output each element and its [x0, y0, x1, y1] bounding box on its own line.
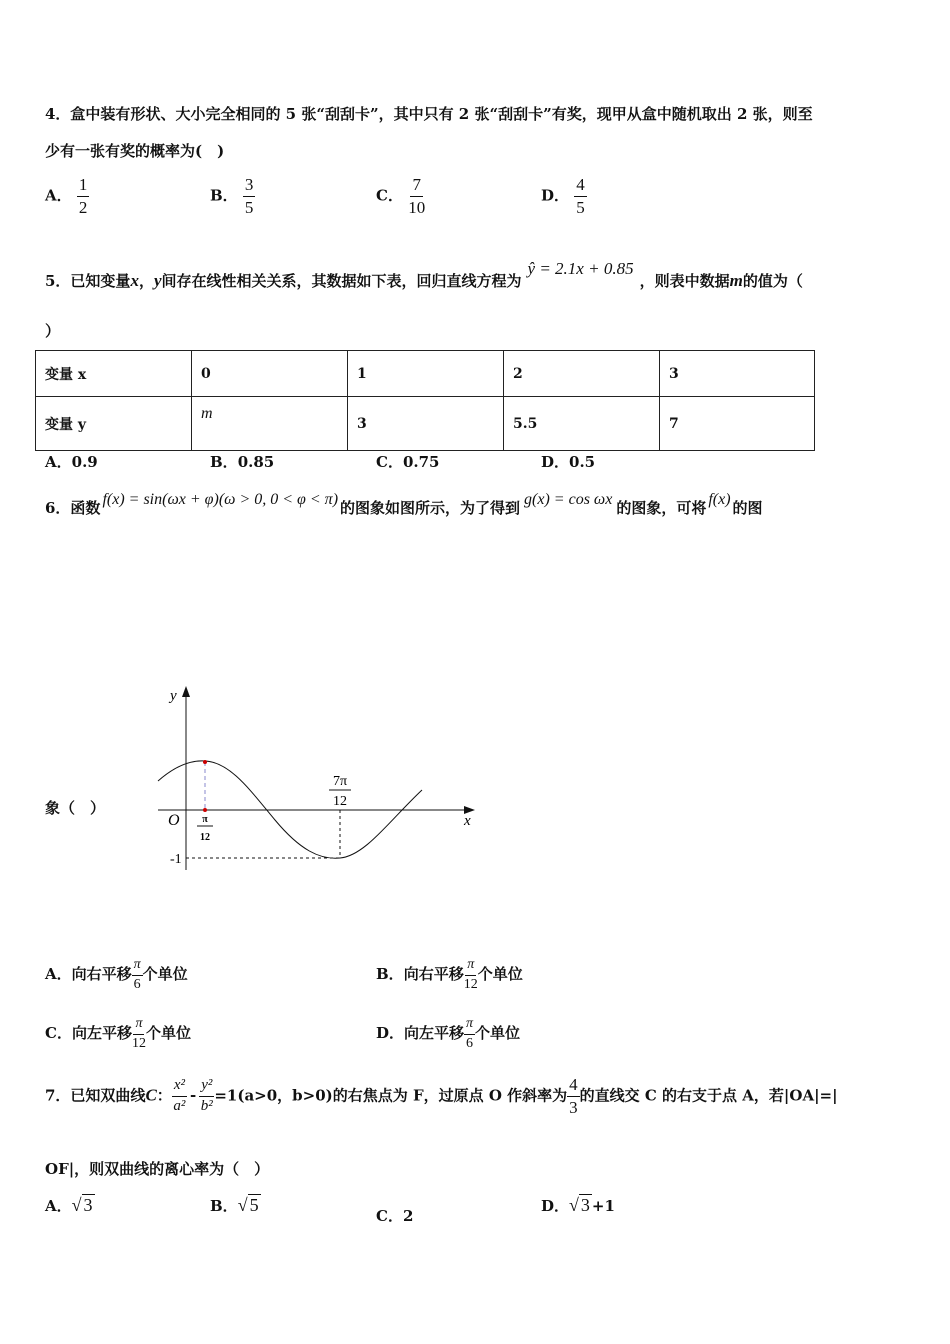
table-cell: 0	[192, 351, 348, 397]
tick-label-den: 12	[200, 832, 210, 843]
function-f: f(x)	[708, 491, 731, 508]
table-cell: 变量 y	[36, 397, 192, 451]
q7-line2: OF|，则双曲线的离心率为（ ）	[45, 1160, 270, 1178]
q5-option-b[interactable]: B．0.85	[210, 453, 275, 471]
table-cell: 变量 x	[36, 351, 192, 397]
q6-line1: 6．函数 f(x) = sin(ωx + φ)(ω > 0, 0 < φ < π) 的图象如图所示，为了得到 g(x) = cos ωx 的图象，可将 f(x) 的图	[45, 491, 763, 517]
function-f: f(x) = sin(ωx + φ)(ω > 0, 0 < φ < π)	[102, 491, 339, 508]
tick2-label-num: 7π	[332, 774, 348, 789]
q5-line2: ）	[45, 322, 61, 340]
option-label: B．	[210, 186, 238, 205]
square-root: √ 3	[569, 1195, 590, 1215]
fraction: $\frac{\text{y²}}{\text{b²}}$	[200, 1077, 213, 1114]
table-cell: 3	[348, 397, 504, 451]
q5-option-a[interactable]: A．0.9	[45, 453, 98, 471]
x-axis-label: x	[464, 813, 471, 829]
q4-option-d[interactable]	[541, 176, 587, 217]
q6-option-d[interactable]: D．向左平移 $\frac{\pi}{6}$ 个单位	[376, 1016, 521, 1051]
q6-option-a[interactable]: A．向右平移 $\frac{\pi}{6}$ 个单位	[45, 957, 188, 992]
q4-option-a[interactable]	[45, 176, 89, 217]
fraction: $\frac{4}{5}$	[576, 175, 585, 217]
sine-graph	[150, 680, 480, 880]
table-cell: 3	[660, 351, 815, 397]
peak-point	[203, 760, 207, 764]
fraction: $\frac{\pi}{12}$	[131, 1016, 146, 1051]
square-root: √ 3	[71, 1195, 93, 1215]
tick2-label-den: 12	[333, 794, 347, 809]
q4-line1: 4．盒中装有形状、大小完全相同的 5 张“刮刮卡”，其中只有 2 张“刮刮卡”有奖，现甲从盒中随机取出 2 张，则至	[45, 105, 813, 123]
q7-option-d[interactable]: D．√ 3 +1	[541, 1195, 615, 1215]
q4-line2: 少有一张有奖的概率为( )	[45, 142, 225, 160]
table-cell: 1	[348, 351, 504, 397]
fraction: $\frac{\text{x²}}{\text{a²}}$	[173, 1077, 186, 1114]
q4-option-b[interactable]	[210, 176, 255, 217]
origin-label: O	[168, 812, 180, 829]
table-cell: 7	[660, 397, 815, 451]
q6-line2: 象（ ）	[45, 799, 106, 817]
table-row	[36, 351, 815, 397]
q7-option-b[interactable]: B．√ 5	[210, 1195, 259, 1215]
option-label: D．	[541, 186, 570, 205]
y-axis-arrow	[182, 686, 190, 697]
square-root: √ 5	[237, 1195, 259, 1215]
table-cell: m	[192, 397, 348, 451]
tick-label-num: π	[202, 814, 208, 825]
peak-foot-point	[203, 808, 207, 812]
q7-line1: 7．已知双曲线C： $\frac{\text{x²}}{\text{a²}}$ - $\frac{\text{y²}}{\text{b²}}$ =1(a>0，b>0)的右焦点为 F，过原点 O 作斜率为 $\frac{4}{3}$ 的直线交 C 的右支于点 A，若|OA|=|	[45, 1075, 838, 1117]
q7-option-a[interactable]: A．√ 3	[45, 1195, 93, 1215]
table-cell: 5.5	[504, 397, 660, 451]
fraction: $\frac{1}{2}$	[78, 175, 88, 217]
table-row	[36, 397, 815, 451]
y-min-label: -1	[170, 852, 182, 867]
option-label: C．	[376, 186, 403, 205]
q5-option-c[interactable]: C．0.75	[376, 453, 440, 471]
regression-equation: ŷ = 2.1x + 0.85	[527, 259, 634, 278]
function-g: g(x) = cos ωx	[524, 491, 613, 508]
fraction: $\frac{4}{3}$	[569, 1075, 578, 1117]
q5-option-d[interactable]: D．0.5	[541, 453, 596, 471]
y-axis-label: y	[170, 688, 177, 704]
fraction: $\frac{7}{10}$	[408, 175, 426, 217]
data-table	[35, 350, 815, 451]
fraction: $\frac{\pi}{12}$	[463, 957, 478, 992]
q6-option-c[interactable]: C．向左平移 $\frac{\pi}{12}$ 个单位	[45, 1016, 191, 1051]
q4-option-c[interactable]	[376, 176, 425, 217]
fraction: $\frac{\pi}{6}$	[133, 957, 141, 992]
fraction: $\frac{\pi}{6}$	[466, 1016, 474, 1051]
q6-option-b[interactable]: B．向右平移 $\frac{\pi}{12}$ 个单位	[376, 957, 523, 992]
table-cell: 2	[504, 351, 660, 397]
q7-option-c[interactable]: C．2	[376, 1207, 414, 1225]
option-label: A．	[45, 186, 72, 205]
q5-line1: 5．已知变量x，y间存在线性相关关系，其数据如下表，回归直线方程为ŷ = 2.1x + 0.85，则表中数据m的值为（	[45, 259, 803, 290]
fraction: $\frac{3}{5}$	[244, 175, 254, 217]
